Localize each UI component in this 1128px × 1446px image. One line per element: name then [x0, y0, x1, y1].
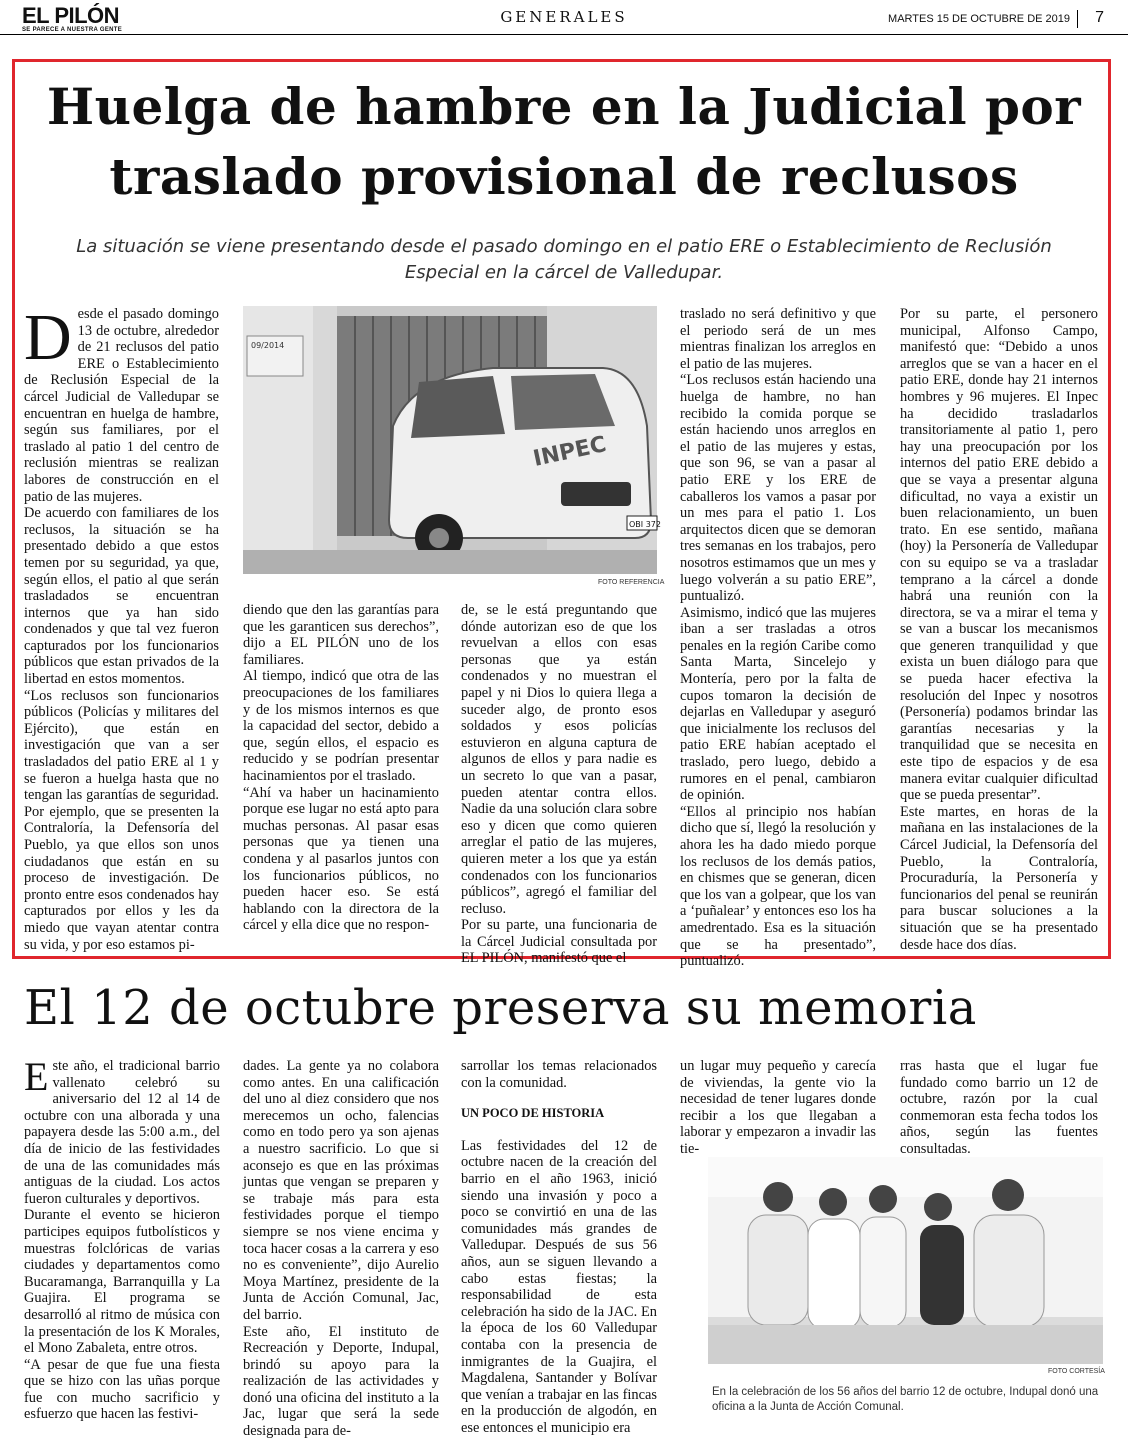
column-text: esde el pasado domingo 13 de octubre, alrededor de 21 reclusos del patio ERE o Establecimiento de Reclusión Especial de la cárcel Judicial de Valledupar se encuentran en huelga de hambre, según sus familiares, por el traslado al patio 1 del centro de reclusión mientras se realizan labores de construcción en el patio de las mujeres. De acuerdo con familiares de los reclusos, la situación se ha presentado debido a que estos temen por su seguridad, ya que, según ellos, el patio al que serán trasladados se encuentran internos que ya han sido condenados y que tal vez fueron capturados por los funcionarios públicos que estan privados de la libertad en estos momentos. “Los reclusos son funcionarios públicos (Policías y militares del Ejército), que están en investigación que van a ser trasladados del patio ERE al 1 y se fueron a huelga hasta que no tengan las garantías de seguridad. Por ejemplo, que se presenten la Contraloría, la Defensoría del Pueblo, ya que ellos son unos ciudadanos que están en su proceso de investigación. De pronto entre esos condenados hay capturados por ellos y les da miedo que vayan atentar contra su vida, y por eso estamos pi- — [24, 306, 219, 953]
column-text: un lugar muy pequeño y carecía de viviendas, la gente vio la necesidad de tener lugares donde recibir a los que llegaban a laborar y empezaron a invadir las tie- — [680, 1058, 876, 1157]
drop-cap: D — [24, 301, 72, 374]
group-photo-illustration — [708, 1157, 1103, 1364]
van-brand-text: INPEC — [531, 432, 609, 472]
photo-caption: En la celebración de los 56 años del barrio 12 de octubre, Indupal donó una oficina a la Junta de Acción Comunal. — [712, 1386, 1099, 1413]
inpec-van-photo — [243, 306, 661, 574]
article1-column-5 — [900, 306, 1098, 953]
article2-column-3 — [461, 1058, 657, 1436]
article1-column-3 — [461, 602, 657, 967]
article2-column-2 — [243, 1058, 439, 1440]
header-divider — [1077, 10, 1078, 28]
column-text: traslado no será definitivo y que el periodo será de un mes mientras finalizan los arreglos en el patio de las mujeres. “Los reclusos están haciendo una huelga de hambre, no han recibido la comida porque se están haciendo unos arreglos en el patio de las mujeres y estas, que son 96, se van a pasar al patio ERE y los ERE de caballeros los vamos a pasar por un mes para el patio 1. Los arquitectos dicen que se demoran tres semanas en los trabajos, pero nosotros estimamos que un mes y luego volverán a su patio ERE”, puntualizó. Asimismo, indicó que las mujeres iban a ser trasladas a otros penales en la región Caribe como Santa Marta, Sincelejo y Montería, pero por la falta de cupos tomaron la decisión de dejarlas en Valledupar y aseguró que inicialmente los reclusos del patio ERE habían aceptado el traslado, pero luego, debido a rumores en el penal, cambiaron de opinión. “Ellos al principio nos habían dicho que sí, llegó la resolución y ahora les ha dado miedo porque los reclusos de los demás patios, en chismes que se generan, dicen que los van a golpear, que los van a ‘puñalear’ y entonces eso los ha amedrentado. Esa es la situación que se ha presentado”, puntualizó. — [680, 306, 876, 970]
column-text: de, se le está preguntando que dónde autorizan eso de que los revuelvan a ellos con esas personas que ya están condenados y no muestran el papel y ni Dios lo quiera llega a suceder algo, de pronto esos soldados y esos policías estuvieron en alguna captura de algunos de ellos y para nadie es un secreto lo que van a pasar, pueden atentar contra ellos. Nadie da una solución clara sobre eso y dicen que como quieren arreglar el patio de las mujeres, quieren meter a los que ya están condenados con los funcionarios públicos”, agregó el familiar del recluso. Por su parte, una funcionaria de la Cárcel Judicial consultada por EL PILÓN, manifestó que el — [461, 602, 657, 967]
column-text: sarrollar los temas relacionados con la comunidad. — [461, 1058, 657, 1091]
section-subhead: UN POCO DE HISTORIA — [461, 1106, 605, 1121]
issue-date: MARTES 15 DE OCTUBRE DE 2019 — [888, 13, 1070, 25]
inpec-van-illustration — [243, 306, 661, 574]
article2-column-4 — [680, 1058, 876, 1157]
license-plate: OBI 372 — [629, 520, 661, 529]
photo-credit: FOTO REFERENCIA — [598, 579, 665, 586]
column-text: ste año, el tradicional barrio vallenato celebró su aniversario del 12 al 14 de octubre con una alborada y una papayera desde las 5:00 a.m., del día de inicio de las festividades de una de las comunidades más antiguas de la ciudad. Los actos fueron culturales y deportivos. Durante el evento se hicieron participes equipos futbolísticos y muestras folclóricas de varias ciudades y departamentos como Bucaramanga, Barranquilla y La Guajira. El programa se desarrolló al ritmo de música con la presentación de los K Morales, el Mono Zabaleta, entre otros. “A pesar de que fue una fiesta que se hizo con las uñas porque fue con mucho sacrificio y esfuerzo que hacen las festivi- — [24, 1058, 220, 1423]
drop-cap: E — [24, 1054, 49, 1099]
article1-column-4 — [680, 306, 876, 970]
article1-column-1 — [24, 301, 219, 953]
section-title: GENERALES — [500, 8, 628, 26]
newspaper-logo[interactable]: EL PILÓN — [22, 3, 120, 28]
photo-credit: FOTO CORTESÍA — [1048, 1368, 1105, 1375]
page-number: 7 — [1095, 9, 1104, 26]
article2-column-1 — [24, 1054, 220, 1433]
article1-column-2 — [243, 602, 439, 942]
newspaper-slogan: SE PARECE A NUESTRA GENTE — [22, 27, 123, 33]
article1-subtitle: La situación se viene presentando desde el pasado domingo en el patio ERE o Establecimiento de Reclusión Especial en la cárcel de Valledupar. — [76, 236, 1052, 283]
column-text: rras hasta que el lugar fue fundado como barrio un 12 de octubre, razón por la cual conmemoran esta fecha todos los años, según las fuentes consultadas. — [900, 1058, 1098, 1157]
column-text: diendo que den las garantías para que les garanticen sus derechos”, dijo a EL PILÓN uno de los familiares. Al tiempo, indicó que otra de las preocupaciones de los familiares y de los mismos internos es que la capacidad del sector, debido a que, según ellos, el espacio es reducido y se podrían presentar hacinamientos por el traslado. “Ahí va haber un hacinamiento porque ese lugar no está apto para muchas personas. Al pasar esas personas que ya tienen una condena y al pasarlos juntos con los funcionarios públicos, no pueden hacer eso. Se está hablando con la directora de la cárcel y ella dice que no respon- — [243, 602, 439, 934]
column-text: Las festividades del 12 de octubre nacen de la creación del barrio en el año 1963, inició siendo una invasión y poco a poco se convirtió en una de las comunidades más grandes de Valledupar. Después de sus 56 años, aun se siguen llevando a cabo estas fiestas; la responsabilidad de esta celebración ha sido de la JAC. En la época de los 60 Valledupar contaba con la presencia de inmigrantes de la Guajira, el Magdalena, Santander y Bolívar que venían a trabajar en las fincas en la producción de algodón, en ese entonces el municipio era — [461, 1137, 657, 1436]
article2-column-5 — [900, 1058, 1098, 1157]
page-header — [0, 0, 1128, 35]
article2-headline[interactable]: El 12 de octubre preserva su memoria — [24, 980, 977, 1036]
article1-headline[interactable]: Huelga de hambre en la Judicial por traslado provisional de reclusos — [46, 77, 1082, 206]
column-text: Por su parte, el personero municipal, Alfonso Campo, manifestó que: “Debido a unos arreglos que se van a hacer en el patio ERE, donde hay 21 internos hombres y 96 mujeres. El Inpec ha decidido trasladarlos transitoriamente al patio 1, pero hay una preocupación por los internos del patio ERE debido a que se vaya a presentar alguna dificultad, no vaya a existir un buen relacionamiento, un buen trato. En ese sentido, mañana (hoy) la Personería de Valledupar con su equipo se va a trasladar temprano a la cárcel a donde habrá una reunión con la directora, se va a mirar el tema y se van a buscar los mecanismos que generen tranquilidad y que exista un buen diálogo para que se pueda hacer efectiva la resolución del Inpec y nosotros (Personería) podamos brindar las garantías necesarias y la tranquilidad que se necesita en este tipo de espacios y de esa manera evitar cualquier dificultad que se pueda presentar”. Este martes, en horas de la mañana en las instalaciones de la Cárcel Judicial, la Defensoría del Pueblo, la Contraloría, Procuraduría, la Personería y funcionarios del penal se reunirán para buscar soluciones a la situación que se ha presentado desde hace dos días. — [900, 306, 1098, 953]
wall-sign-text: 09/2014 — [251, 341, 285, 350]
group-photo — [708, 1157, 1103, 1364]
column-text: dades. La gente ya no colabora como antes. En una calificación del uno al diez considero que nos merecemos un ocho, falencias como en todo pero ya son ajenas a nuestro sacrificio. Lo que si aconsejo es que en las próximas juntas que vengan se preparen y se trabaje más para esta festividades porque el tiempo siempre se nos viene encima y toca hacer cosas a la carrera y eso no es conveniente”, dijo Aurelio Moya Martínez, presidente de la Junta de Acción Comunal, Jac, del barrio. Este año, El instituto de Recreación y Deporte, Indupal, brindó su apoyo para la realización de las actividades y donó una oficina del instituto a la Jac, lugar que será la sede designada para de- — [243, 1058, 439, 1440]
